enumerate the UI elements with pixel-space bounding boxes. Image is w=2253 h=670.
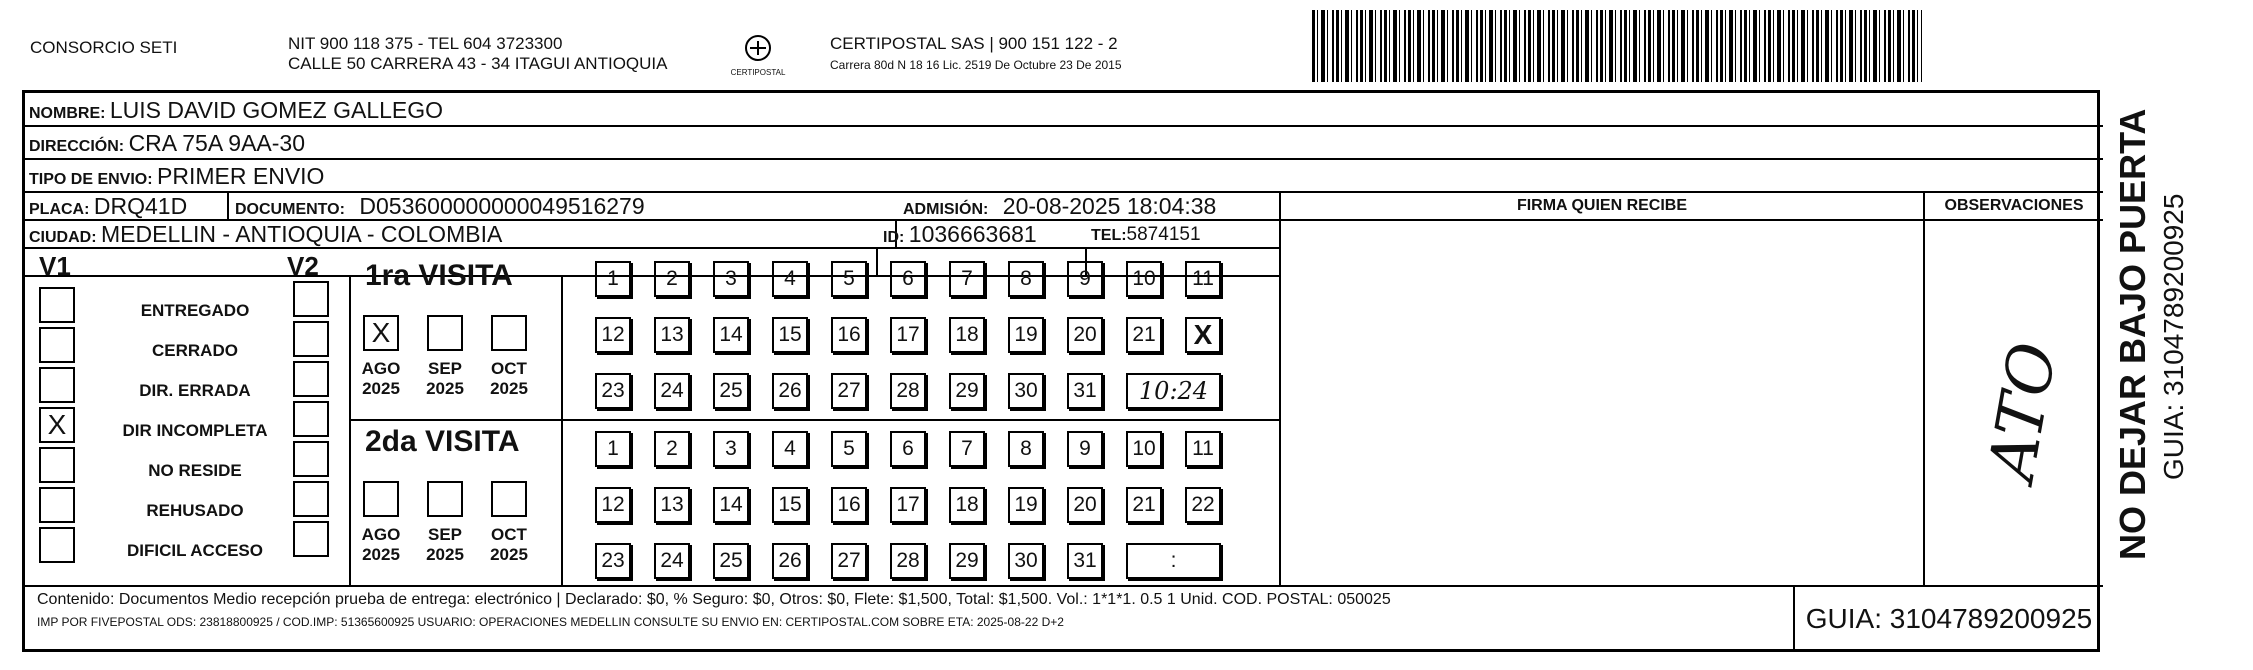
month-name: OCT <box>491 525 527 544</box>
visit2-day-box[interactable]: 30 <box>1008 543 1044 579</box>
visit1-day-box[interactable]: 15 <box>772 317 808 353</box>
visit1-day-box[interactable]: 26 <box>772 373 808 409</box>
company-name: CONSORCIO SETI <box>30 38 178 57</box>
v2-label: V2 <box>287 251 319 281</box>
v2-checkbox[interactable] <box>293 521 329 557</box>
visit2-day-box[interactable]: 2 <box>654 431 690 467</box>
nombre-label: NOMBRE: <box>29 105 106 122</box>
month-year: 2025 <box>490 545 528 564</box>
visit1-day-box[interactable]: 2 <box>654 261 690 297</box>
placa-label: PLACA: <box>29 201 90 218</box>
nit-tel: NIT 900 118 375 - TEL 604 3723300 <box>288 34 563 53</box>
firma-header: FIRMA QUIEN RECIBE <box>1516 197 1688 214</box>
tipo-envio-value: PRIMER ENVIO <box>157 163 325 189</box>
admision-value: 20-08-2025 18:04:38 <box>1002 193 1217 219</box>
visit1-month-checkbox[interactable] <box>427 315 463 351</box>
visit2-day-box[interactable]: 12 <box>595 487 631 523</box>
reason-label: DIR. ERRADA <box>139 381 251 400</box>
visit1-title: 1ra VISITA <box>365 259 513 292</box>
id-label: ID: <box>883 229 905 246</box>
visit2-day-box[interactable]: 15 <box>772 487 808 523</box>
footer-guia: GUIA: 3104789200925 <box>1793 586 2103 652</box>
visit1-day-box[interactable]: 1 <box>595 261 631 297</box>
visit1-day-box[interactable]: 9 <box>1067 261 1103 297</box>
visit2-month-checkbox[interactable] <box>363 481 399 517</box>
visit2-day-box[interactable]: 7 <box>949 431 985 467</box>
v1-checkbox[interactable]: X <box>39 407 75 443</box>
v2-checkbox[interactable] <box>293 321 329 357</box>
visit2-day-box[interactable]: 9 <box>1067 431 1103 467</box>
visit1-day-box[interactable]: 25 <box>713 373 749 409</box>
month-name: AGO <box>361 525 401 544</box>
visit2-day-box[interactable]: 29 <box>949 543 985 579</box>
visit1-day-box[interactable]: 29 <box>949 373 985 409</box>
visit2-day-box[interactable]: 31 <box>1067 543 1103 579</box>
visit2-day-box[interactable]: 1 <box>595 431 631 467</box>
visit1-day-box[interactable]: 13 <box>654 317 690 353</box>
visit1-day-box[interactable]: 12 <box>595 317 631 353</box>
tipo-envio-label: TIPO DE ENVIO: <box>29 171 153 188</box>
visit1-month-checkbox[interactable]: X <box>363 315 399 351</box>
visit2-day-box[interactable]: 21 <box>1126 487 1162 523</box>
visit2-day-box[interactable]: 20 <box>1067 487 1103 523</box>
visit1-day-box[interactable]: 11 <box>1185 261 1221 297</box>
tel-label: TEL: <box>1091 227 1127 244</box>
visit2-title: 2da VISITA <box>365 425 520 458</box>
visit1-day-box[interactable]: 4 <box>772 261 808 297</box>
visit1-day-box[interactable]: 28 <box>890 373 926 409</box>
v1-checkbox[interactable] <box>39 327 75 363</box>
ciudad-label: CIUDAD: <box>29 229 97 246</box>
footer-content: Contenido: Documentos Medio recepción prueba de entrega: electrónico | Declarado: $0, % Seguro: $0, Otros: $0, Flete: $1,500, Total: $1,500. Vol.: 1*1*1. 0.5 1 Unid. COD. POSTAL: 050025 <box>37 591 1391 608</box>
visit1-day-box[interactable]: 31 <box>1067 373 1103 409</box>
month-year: 2025 <box>426 379 464 398</box>
visit2-day-box[interactable]: 11 <box>1185 431 1221 467</box>
visit2-day-box[interactable]: 14 <box>713 487 749 523</box>
certipostal-logo <box>728 28 788 84</box>
company-address: CALLE 50 CARRERA 43 - 34 ITAGUI ANTIOQUIA <box>288 54 668 73</box>
month-year: 2025 <box>362 379 400 398</box>
direccion-label: DIRECCIÓN: <box>29 138 125 155</box>
observation-mark: ATO <box>1975 337 2072 486</box>
visit1-day-box[interactable]: 30 <box>1008 373 1044 409</box>
visit2-day-box[interactable]: 25 <box>713 543 749 579</box>
barcode <box>1312 10 1922 82</box>
visit1-day-box[interactable]: 23 <box>595 373 631 409</box>
v2-checkbox[interactable] <box>293 361 329 397</box>
visit2-day-box[interactable]: 26 <box>772 543 808 579</box>
reason-label: DIFICIL ACCESO <box>126 541 263 560</box>
admision-label: ADMISIÓN: <box>903 201 989 218</box>
visit2-day-box[interactable]: 28 <box>890 543 926 579</box>
visit2-time-box[interactable]: : <box>1126 543 1221 579</box>
reason-label: NO RESIDE <box>148 461 242 480</box>
visit2-day-box[interactable]: 16 <box>831 487 867 523</box>
visit1-day-box[interactable]: 16 <box>831 317 867 353</box>
month-name: SEP <box>427 359 463 378</box>
visit2-day-box[interactable]: 22 <box>1185 487 1221 523</box>
visit2-day-box[interactable]: 10 <box>1126 431 1162 467</box>
visit1-month-label <box>415 359 475 399</box>
month-year: 2025 <box>362 545 400 564</box>
visit1-month-label <box>479 359 539 399</box>
visit1-month-checkbox[interactable] <box>491 315 527 351</box>
visit2-day-box[interactable]: 27 <box>831 543 867 579</box>
visit1-day-box[interactable]: X <box>1185 317 1221 353</box>
visit1-day-box[interactable]: 18 <box>949 317 985 353</box>
visit2-month-label <box>479 525 539 565</box>
documento-label: DOCUMENTO: <box>235 201 345 218</box>
month-year: 2025 <box>490 379 528 398</box>
v1-checkbox[interactable] <box>39 487 75 523</box>
logo-text: CERTIPOSTAL <box>730 68 786 77</box>
month-name: AGO <box>361 359 401 378</box>
visit2-day-box[interactable]: 3 <box>713 431 749 467</box>
v1-checkbox[interactable] <box>39 367 75 403</box>
visit1-day-box[interactable]: 6 <box>890 261 926 297</box>
direccion-value: CRA 75A 9AA-30 <box>128 130 306 156</box>
month-name: OCT <box>491 359 527 378</box>
visit2-day-box[interactable]: 8 <box>1008 431 1044 467</box>
reason-label: CERRADO <box>152 341 238 360</box>
visit1-day-box[interactable]: 19 <box>1008 317 1044 353</box>
reason-label: DIR INCOMPLETA <box>122 421 268 440</box>
visit2-month-checkbox[interactable] <box>491 481 527 517</box>
visit1-day-box[interactable]: 3 <box>713 261 749 297</box>
v2-checkbox[interactable] <box>293 401 329 437</box>
visit1-month-label <box>351 359 411 399</box>
side-guia: GUIA: 3104789200925 <box>2158 193 2189 480</box>
visit2-month-checkbox[interactable] <box>427 481 463 517</box>
visit2-month-label <box>351 525 411 565</box>
v2-checkbox[interactable] <box>293 441 329 477</box>
nombre-value: LUIS DAVID GOMEZ GALLEGO <box>109 97 444 123</box>
v2-checkbox[interactable] <box>293 281 329 317</box>
v2-checkbox[interactable] <box>293 481 329 517</box>
placa-value: DRQ41D <box>93 193 188 219</box>
ciudad-value: MEDELLIN - ANTIOQUIA - COLOMBIA <box>101 221 503 247</box>
visit1-day-box[interactable]: 20 <box>1067 317 1103 353</box>
footer-print-info: IMP POR FIVEPOSTAL ODS: 23818800925 / COD.IMP: 51365600925 USUARIO: OPERACIONES MEDELLIN CONSULTE SU ENVIO EN: CERTIPOSTAL.COM SOBRE ETA: 2025-08-22 D+2 <box>37 615 1064 629</box>
no-dejar-bajo-puerta: NO DEJAR BAJO PUERTA <box>2112 108 2153 560</box>
visit1-day-box[interactable]: 14 <box>713 317 749 353</box>
visit2-day-box[interactable]: 24 <box>654 543 690 579</box>
observaciones-header: OBSERVACIONES <box>1944 197 2084 214</box>
v1-checkbox[interactable] <box>39 527 75 563</box>
visit1-day-box[interactable]: 21 <box>1126 317 1162 353</box>
reason-label: REHUSADO <box>146 501 244 520</box>
visit2-day-box[interactable]: 13 <box>654 487 690 523</box>
reason-label: ENTREGADO <box>140 301 250 320</box>
visit2-day-box[interactable]: 5 <box>831 431 867 467</box>
visit1-day-box[interactable]: 17 <box>890 317 926 353</box>
id-value: 1036663681 <box>908 221 1037 247</box>
visit2-day-box[interactable]: 4 <box>772 431 808 467</box>
visit2-day-box[interactable]: 18 <box>949 487 985 523</box>
month-year: 2025 <box>426 545 464 564</box>
visit2-day-box[interactable]: 17 <box>890 487 926 523</box>
month-name: SEP <box>427 525 463 544</box>
tel-value: 5874151 <box>1126 224 1201 245</box>
visit1-time-box[interactable]: 10:24 <box>1126 373 1221 409</box>
visit1-day-box[interactable]: 5 <box>831 261 867 297</box>
visit1-day-box[interactable]: 8 <box>1008 261 1044 297</box>
visit2-month-label <box>415 525 475 565</box>
v1-label: V1 <box>39 251 71 281</box>
visit2-day-box[interactable]: 23 <box>595 543 631 579</box>
documento-value: D053600000000049516279 <box>359 193 645 219</box>
v1-checkbox[interactable] <box>39 447 75 483</box>
visit2-day-box[interactable]: 6 <box>890 431 926 467</box>
certipostal-name: CERTIPOSTAL SAS | 900 151 122 - 2 <box>830 34 1118 53</box>
delivery-form <box>22 90 2100 652</box>
visit1-day-box[interactable]: 7 <box>949 261 985 297</box>
v1-checkbox[interactable] <box>39 287 75 323</box>
visit1-day-box[interactable]: 27 <box>831 373 867 409</box>
visit1-day-box[interactable]: 10 <box>1126 261 1162 297</box>
certipostal-license: Carrera 80d N 18 16 Lic. 2519 De Octubre 23 De 2015 <box>830 58 1122 72</box>
visit1-day-box[interactable]: 24 <box>654 373 690 409</box>
visit2-day-box[interactable]: 19 <box>1008 487 1044 523</box>
